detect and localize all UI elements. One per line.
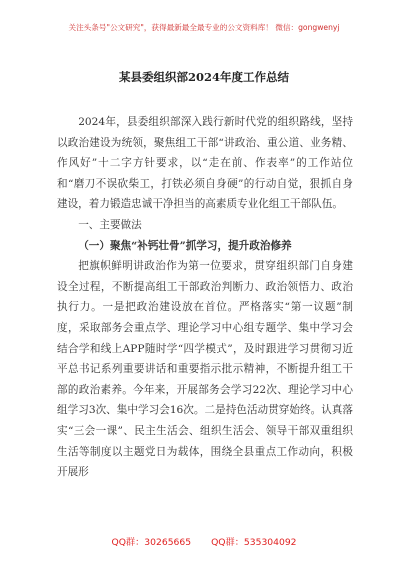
top-banner: 关注头条号"公文研究"，获得最新最全最专业的公文资料库！ 微信：gongwenyj bbox=[68, 23, 340, 32]
document-body bbox=[57, 112, 353, 483]
document-title: 某县委组织部2024年度工作总结 bbox=[118, 70, 289, 84]
footer-qq-groups bbox=[0, 534, 408, 548]
subsection-heading: （一）聚焦“补钙壮骨”抓学习，提升政治修养 bbox=[78, 239, 292, 252]
body-paragraph: 把旗帜鲜明讲政治作为第一位要求，贯穿组织部门自身建设全过程，不断提高组工干部政治判断力、政治领悟力、政治执行力。一是把政治建设放在首位。严格落实“第一议题”制度，采取部务会重点学、理论学习中心组专题学、集中学习会结合学和线上APP随时学“四学模式”，及时跟进学习贯彻习近平总书记系列重要讲话和重要指示批示精神，不断提升组工干部的政治素养。今年来，开展部务会学习22次、理论学习中心组学习3次、集中学习会16次。二是持色活动贯穿始终。认真落实“三会一课”、民主生活会、组织生活会、领导干部双重组织生活等制度以主题党日为载体，围绕全县重点工作动向，积极开展形 bbox=[57, 260, 353, 479]
footer-qq-group-2: QQ群：535304092 bbox=[211, 537, 297, 548]
footer-qq-group-1: QQ群：30265665 bbox=[111, 537, 192, 548]
intro-paragraph: 2024年，县委组织部深入践行新时代党的组织路线，坚持以政治建设为统领，聚焦组工干部“讲政治、重公道、业务精、作风好”十二字方针要求，以“走在前、作表率”的工作站位和“磨刀不误砍柴工，打铁必须自身硬”的行动自觉，狠抓自身建设，着力锻造忠诚干净担当的高素质专业化组工干部队伍。 bbox=[57, 116, 353, 211]
section-heading: 一、主要做法 bbox=[78, 218, 142, 231]
